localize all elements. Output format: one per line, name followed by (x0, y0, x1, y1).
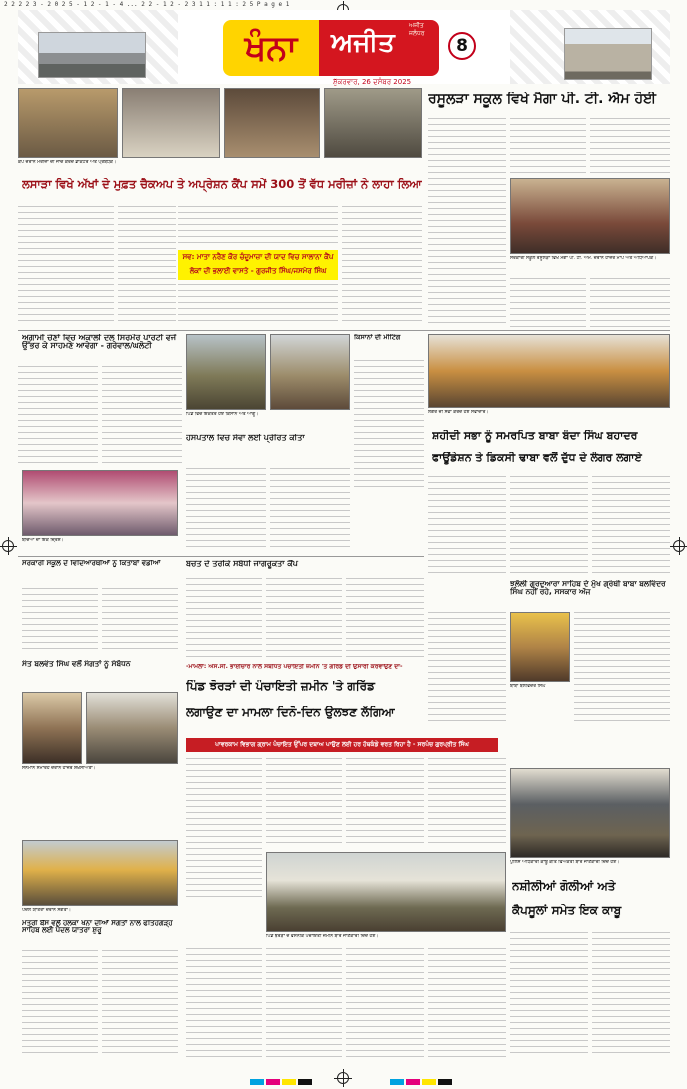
children-caption: ਬੱਚਿਆਂ ਦਾ ਇਕ ਦ੍ਰਿਸ਼। (22, 538, 64, 543)
march-body-col2 (102, 950, 178, 1058)
panchayat-body-col2 (266, 758, 342, 848)
panchayat-headline-1: ਪਿੰਡ ਝੋਰੜਾਂ ਦੀ ਪੰਚਾਇਤੀ ਜ਼ਮੀਨ 'ਤੇ ਗਰਿੱਡ (186, 680, 375, 693)
shaheedi-body-col3 (592, 476, 670, 576)
drugs-body-col1 (510, 932, 588, 1058)
issue-date: ਸ਼ੁੱਕਰਵਾਰ, 26 ਦਸੰਬਰ 2025 (333, 78, 412, 86)
panchayat-body-col5 (186, 948, 262, 1058)
eye-camp-body-col1 (18, 206, 114, 326)
shaheedi-headline-2: ਫਾਊਂਡੇਸ਼ਨ ਤੇ ਡਿਕਸੀ ਢਾਬਾ ਵਲੋਂ ਦੁੱਧ ਦੇ ਲੰਗਰ ਲਗਾਏ (432, 452, 642, 464)
photo-ceremony-2 (122, 88, 220, 158)
photo-panchayat-group (266, 852, 506, 932)
family-body-col2 (266, 578, 342, 660)
brand-block (319, 20, 439, 76)
sant-headline: ਸੰਤ ਬਲਵੰਤ ਸਿੰਘ ਵਲੋਂ ਸੰਗਤਾਂ ਨੂੰ ਸੰਬੋਧਨ (22, 660, 131, 668)
panchayat-body-col1 (186, 758, 262, 898)
color-bar-magenta-2 (406, 1079, 420, 1085)
color-bar-yellow (282, 1079, 296, 1085)
divider-1 (18, 330, 670, 331)
registration-mark-left (2, 540, 14, 552)
page-number: 8 (448, 32, 476, 60)
brand-tagline: ਅਜੀਤ ਜਲੰਧਰ (409, 22, 425, 37)
school-pta-caption: ਸਰਕਾਰੀ ਸਕੂਲ ਰਸੂਲੜਾ ਵਿਖੇ ਮੈਗਾ ਪੀ. ਟੀ. ਐਮ. ਦੌਰਾਨ ਹਾਜ਼ਰ ਮਾਪੇ ਅਤੇ ਅਧਿਆਪਕ। (510, 256, 657, 261)
color-bar-magenta (266, 1079, 280, 1085)
school-pta-body-col1 (428, 118, 506, 328)
family-body-col1 (186, 578, 262, 660)
photo-school-pta (510, 178, 670, 254)
panchayat-body-col4 (428, 758, 506, 848)
drugs-headline-1: ਨਸ਼ੀਲੀਆਂ ਗੋਲੀਆਂ ਅਤੇ (512, 880, 616, 893)
langar-caption: ਲੰਗਰ ਦੀ ਸੇਵਾ ਕਰਦੇ ਹੋਏ ਸੇਵਾਦਾਰ। (428, 410, 489, 415)
panchayat-headline-2: ਲਗਾਉਣ ਦਾ ਮਾਮਲਾ ਦਿਨੋ-ਦਿਨ ਉਲਝਣ ਲੱਗਿਆ (186, 706, 395, 719)
sant-caption: ਸਨਮਾਨ ਸਮਾਰੋਹ ਦੌਰਾਨ ਹਾਜ਼ਰ ਸ਼ਖ਼ਸੀਅਤਾਂ। (22, 766, 96, 771)
eye-camp-body-col5 (342, 206, 422, 326)
farmers-body (354, 360, 424, 490)
family-body-col3 (346, 578, 424, 660)
registration-mark-bottom (337, 1072, 349, 1084)
photo-obituary (510, 612, 570, 682)
photo-children (22, 470, 178, 536)
shaheedi-body-col2 (510, 476, 588, 576)
print-slug: 2 2 2 2 3 - 2 0 2 5 - 1 2 - 1 - 4 ... 2 2 - 1 2 - 2 3 1 1 : 1 1 : 2 5 P a g e 1 (4, 1, 290, 8)
gurdwara-body-col1 (428, 612, 506, 722)
masthead-logo (223, 14, 439, 86)
photo-ceremony-4 (324, 88, 422, 158)
school-pta-headline: ਰਸੂਲੜਾ ਸਕੂਲ ਵਿਖੇ ਮੈਗਾ ਪੀ. ਟੀ. ਐਮ ਹੋਈ (428, 92, 657, 107)
photo-ceremony-1 (18, 88, 118, 158)
photo-farmers-2 (270, 334, 350, 410)
color-bar-black (298, 1079, 312, 1085)
school-pta-body-col5 (590, 278, 670, 328)
farmers-headline: ਕਿਸਾਨਾਂ ਦੀ ਮੀਟਿੰਗ (354, 334, 401, 341)
hospital-headline: ਹਸਪਤਾਲ ਵਿਚ ਸੇਵਾ ਲਈ ਪ੍ਰੇਰਿਤ ਕੀਤਾ (186, 434, 305, 442)
panchayat-caption: ਪਿੰਡ ਝੋਰੜਾਂ ਦੇ ਵਸਨੀਕ ਪੰਚਾਇਤੀ ਜ਼ਮੀਨ ਬਾਰੇ ਜਾਣਕਾਰੀ ਦਿੰਦੇ ਹੋਏ। (266, 934, 379, 939)
photo-row-caption: ਕੈਂਪ ਦੌਰਾਨ ਮਰੀਜ਼ਾਂ ਦੀ ਜਾਂਚ ਕਰਦੇ ਡਾਕਟਰ ਅਤੇ ਪ੍ਰਬੰਧਕ। (18, 160, 117, 165)
masthead-photo-temple (564, 28, 652, 80)
panchayat-body-col6 (266, 948, 342, 1058)
photo-sant-1 (22, 692, 82, 764)
shaheedi-body-col1 (428, 476, 506, 576)
eye-camp-headline: ਲਸਾੜਾ ਵਿਖੇ ਅੱਖਾਂ ਦੇ ਮੁਫ਼ਤ ਚੈਕਅਪ ਤੇ ਅਪ੍ਰੇਸ਼ਨ ਕੈਂਪ ਸਮੇਂ 300 ਤੋਂ ਵੱਧ ਮਰੀਜ਼ਾਂ ਨੇ ਲਾਹਾ ਲਿਆ (22, 178, 422, 191)
shaheedi-headline-1: ਸ਼ਹੀਦੀ ਸਭਾ ਨੂੰ ਸਮਰਪਿਤ ਬਾਬਾ ਬੰਦਾ ਸਿੰਘ ਬਹਾਦਰ (432, 430, 638, 442)
color-bar-yellow-2 (422, 1079, 436, 1085)
akali-headline: ਅਗਾਮੀ ਚੋਣਾਂ ਵਿਚ ਅਕਾਲੀ ਦਲ ਸਿਰਮੌਰ ਪਾਰਟੀ ਵਜੋਂ ਉੱਭਰ ਕੇ ਸਾਹਮਣੇ ਆਵੇਗਾ - ਗਰੇਵਾਲ/ਘਲੋਟੀ (22, 334, 177, 351)
drugs-body-col2 (592, 932, 670, 1058)
march-headline: ਮੰਤਰੀ ਬੈਂਸ ਵਲੋਂ ਹਲਕਾ ਖੰਨਾ ਦੀਆਂ ਸੰਗਤਾਂ ਨਾਲ ਫਤਿਹਗੜ੍ਹ ਸਾਹਿਬ ਲਈ ਪੈਦਲ ਯਾਤਰਾ ਸ਼ੁਰੂ (22, 920, 173, 935)
registration-mark-right (673, 540, 685, 552)
masthead (18, 10, 670, 84)
gurdwara-body-col2 (574, 612, 670, 722)
photo-march (22, 840, 178, 906)
family-headline: ਬਚਤ ਦੇ ਤਰੀਕੇ ਸਬੰਧੀ ਜਾਗਰੂਕਤਾ ਕੈਂਪ (186, 560, 298, 568)
march-caption: ਪੈਦਲ ਯਾਤਰਾ ਦੌਰਾਨ ਸੰਗਤਾਂ। (22, 908, 71, 913)
panchayat-body-col7 (346, 948, 424, 1058)
scholarship-headline: ਸਰਕਾਰੀ ਸਕੂਲ ਦੇ ਵਿਦਿਆਰਥੀਆਂ ਨੂੰ ਕਿਤਾਬਾਂ ਵੰਡੀਆਂ (22, 560, 161, 567)
scholarship-body-col2 (102, 588, 178, 652)
farmers-caption: ਪਿੰਡ ਵਿਚ ਇਕੱਤਰ ਹੋਏ ਕਿਸਾਨ ਅਤੇ ਆਗੂ। (186, 412, 259, 417)
color-bar-black-2 (438, 1079, 452, 1085)
obituary-caption: ਬਾਬਾ ਬਲਵਿੰਦਰ ਸਿੰਘ (510, 684, 546, 689)
panchayat-kicker: -ਮਾਮਲਾ: ਐਸ.ਸੀ. ਭਾਈਚਾਰੇ ਨਾਲ ਸਬੰਧਿਤ ਪੰਚਾਇਤੀ ਜ਼ਮੀਨ 'ਤੇ ਗਰਿੱਡ ਦੀ ਉਸਾਰੀ ਕਰਵਾਉਣ ਦਾ- (186, 664, 403, 670)
akali-body-col2 (102, 366, 182, 466)
divider-2 (18, 556, 424, 557)
gurdwara-headline: ਝਲੋਲੀ ਗੁਰਦੁਆਰਾ ਸਾਹਿਬ ਦੇ ਮੁੱਖ ਗ੍ਰੰਥੀ ਬਾਬਾ ਬਲਵਿੰਦਰ ਸਿੰਘ ਨਹੀਂ ਰਹੇ, ਸਸਕਾਰ ਅੱਜ (510, 580, 666, 596)
akali-body-col1 (18, 366, 98, 466)
edition-name: ਖੰਨਾ (223, 20, 319, 76)
drugs-caption: ਪੁਲਿਸ ਅਧਿਕਾਰੀ ਕਾਬੂ ਕੀਤੇ ਵਿਅਕਤੀ ਬਾਰੇ ਜਾਣਕਾਰੀ ਦਿੰਦੇ ਹੋਏ। (510, 860, 620, 865)
color-bar-cyan (250, 1079, 264, 1085)
eye-camp-body-col4 (178, 284, 338, 326)
drugs-headline-2: ਕੈਪਸੂਲਾਂ ਸਮੇਤ ਇਕ ਕਾਬੂ (512, 904, 622, 917)
eye-camp-banner: ਸਵ: ਮਾਤਾ ਨਰੈਣ ਕੌਰ ਚੰਦੂਮਾਜ਼ਾ ਦੀ ਯਾਦ ਵਿਚ ਸਾਲਾਨਾ ਕੈਂਪ ਲੋਕਾਂ ਦੀ ਭਲਾਈ ਵਾਸਤੇ - ਗੁਰਜੀਤ ਸਿੰਘ/ਜਸਮੇਰ ਸਿੰਘ (178, 250, 338, 280)
hospital-body-col2 (270, 468, 350, 552)
color-bar-cyan-2 (390, 1079, 404, 1085)
panchayat-body-col8 (428, 948, 506, 1058)
school-pta-body-col2 (510, 118, 586, 174)
brand-name: ਅਜੀਤ (331, 28, 395, 58)
scholarship-body-col1 (22, 588, 98, 652)
school-pta-body-col4 (510, 278, 586, 328)
photo-sant-2 (86, 692, 178, 764)
panchayat-body-col3 (346, 758, 424, 848)
eye-camp-body-col2 (118, 206, 176, 326)
hospital-body-col1 (186, 468, 266, 552)
panchayat-banner: ਪਾਵਰਕਾਮ ਵਿਭਾਗ ਗ੍ਰਾਮ ਪੰਚਾਇਤ ਉੱਪਰ ਦਬਾਅ ਪਾਉਣ ਲਈ ਹਰ ਹੱਥਕੰਡੇ ਵਰਤ ਰਿਹਾ ਹੈ - ਸਰਪੰਚ ਗੁਰਪ੍ਰੀਤ ਸਿੰਘ (186, 738, 498, 752)
photo-ceremony-3 (224, 88, 320, 158)
photo-langar (428, 334, 670, 408)
photo-farmers-1 (186, 334, 266, 410)
eye-camp-body-col3 (178, 206, 338, 248)
masthead-photo-fort (38, 32, 146, 78)
march-body-col1 (22, 950, 98, 1058)
school-pta-body-col3 (590, 118, 670, 174)
photo-police (510, 768, 670, 858)
